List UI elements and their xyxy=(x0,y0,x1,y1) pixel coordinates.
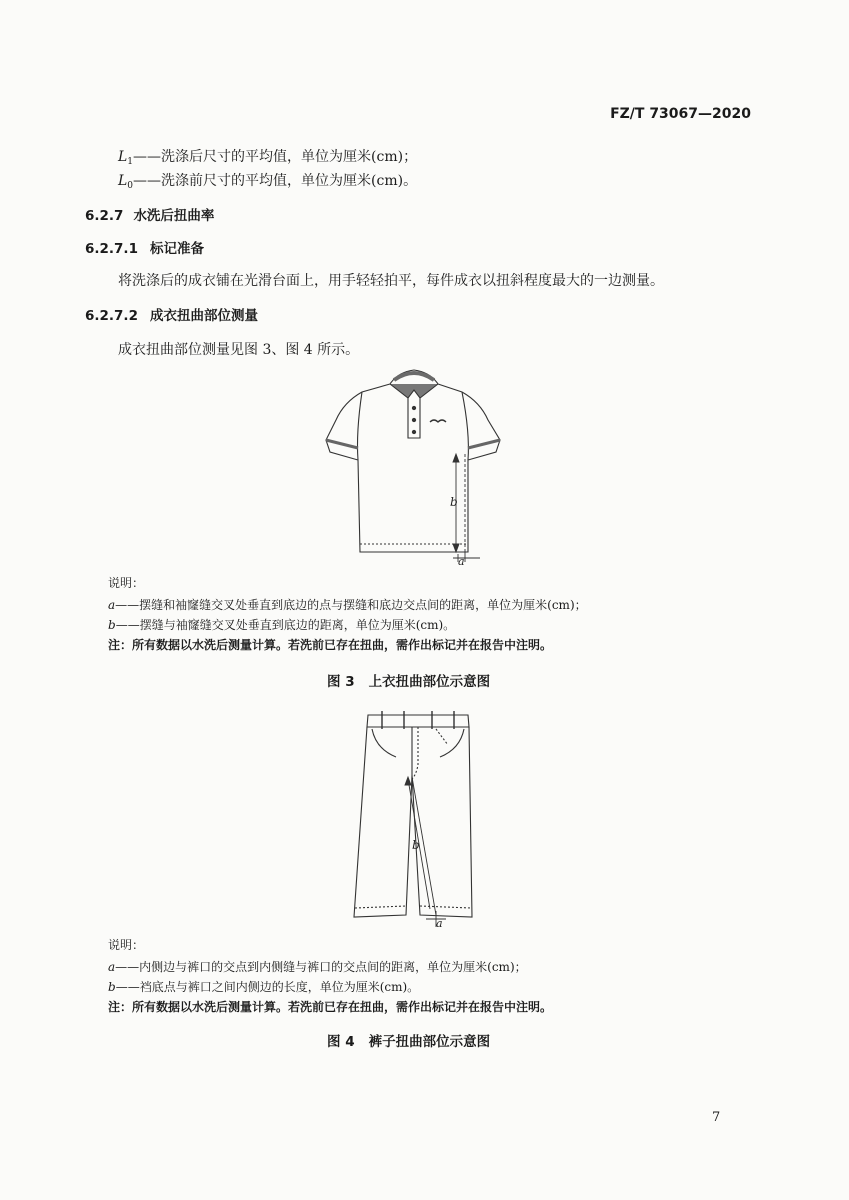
figure3-label-b: b xyxy=(450,495,458,509)
note-key: a xyxy=(108,598,116,612)
caption-title: 上衣扭曲部位示意图 xyxy=(368,674,491,690)
trousers-illustration xyxy=(352,705,484,933)
page-number: 7 xyxy=(712,1110,721,1125)
section-number: 6.2.7.1 xyxy=(85,241,138,257)
definition-text: ——洗涤前尺寸的平均值，单位为厘米(cm)。 xyxy=(133,173,418,189)
definition-symbol: L xyxy=(118,173,128,189)
section-title: 成衣扭曲部位测量 xyxy=(149,308,258,324)
note-key: b xyxy=(108,618,116,632)
definition-symbol: L xyxy=(118,149,128,165)
figure4-label-b: b xyxy=(412,838,420,852)
figure3-label-a: a xyxy=(458,555,465,568)
figure3-notes-label: 说明： xyxy=(108,576,145,590)
section-number: 6.2.7 xyxy=(85,208,124,224)
section-number: 6.2.7.2 xyxy=(85,308,138,324)
section-title: 标记准备 xyxy=(149,241,204,257)
definition-subscript: 1 xyxy=(127,157,134,167)
caption-number: 图 3 xyxy=(327,674,355,690)
definition-l0 xyxy=(118,170,417,191)
definition-l1 xyxy=(118,146,417,167)
figure3-note-item-a xyxy=(108,596,587,613)
figure4-notes-label: 说明： xyxy=(108,938,145,952)
caption-number: 图 4 xyxy=(327,1034,355,1050)
figure4-caption xyxy=(327,1030,490,1050)
section-heading-6-2-7-1 xyxy=(85,237,204,257)
note-text: ——内侧边与裤口的交点到内侧缝与裤口的交点间的距离，单位为厘米(cm)； xyxy=(115,960,527,974)
note-text: ——摆缝与袖窿缝交叉处垂直到底边的距离，单位为厘米(cm)。 xyxy=(115,618,456,632)
figure4-note-item-a xyxy=(108,958,527,975)
figure4-note-item-b xyxy=(108,978,419,995)
standard-code: FZ/T 73067—2020 xyxy=(610,106,751,122)
figure4-label-a: a xyxy=(436,917,443,930)
definition-text: ——洗涤后尺寸的平均值，单位为厘米(cm)； xyxy=(133,149,418,165)
polo-shirt-illustration xyxy=(320,362,510,570)
definition-subscript: 0 xyxy=(127,181,134,191)
figure4-note: 注：所有数据以水洗后测量计算。若洗前已存在扭曲，需作出标记并在报告中注明。 xyxy=(108,1000,553,1014)
note-key: a xyxy=(108,960,116,974)
section-body-6-2-7-1: 将洗涤后的成衣铺在光滑台面上，用手轻轻拍平，每件成衣以扭斜程度最大的一边测量。 xyxy=(118,273,664,289)
caption-title: 裤子扭曲部位示意图 xyxy=(368,1034,491,1050)
note-text: ——摆缝和袖窿缝交叉处垂直到底边的点与摆缝和底边交点间的距离，单位为厘米(cm)； xyxy=(115,598,587,612)
figure3-note-item-b xyxy=(108,616,455,633)
section-title: 水洗后扭曲率 xyxy=(133,208,215,224)
section-heading-6-2-7 xyxy=(85,204,214,224)
section-body-6-2-7-2: 成衣扭曲部位测量见图 3、图 4 所示。 xyxy=(118,342,360,358)
note-text: ——裆底点与裤口之间内侧边的长度，单位为厘米(cm)。 xyxy=(115,980,420,994)
figure3-caption xyxy=(327,670,490,690)
figure3-note: 注：所有数据以水洗后测量计算。若洗前已存在扭曲，需作出标记并在报告中注明。 xyxy=(108,638,553,652)
note-key: b xyxy=(108,980,116,994)
section-heading-6-2-7-2 xyxy=(85,304,258,324)
